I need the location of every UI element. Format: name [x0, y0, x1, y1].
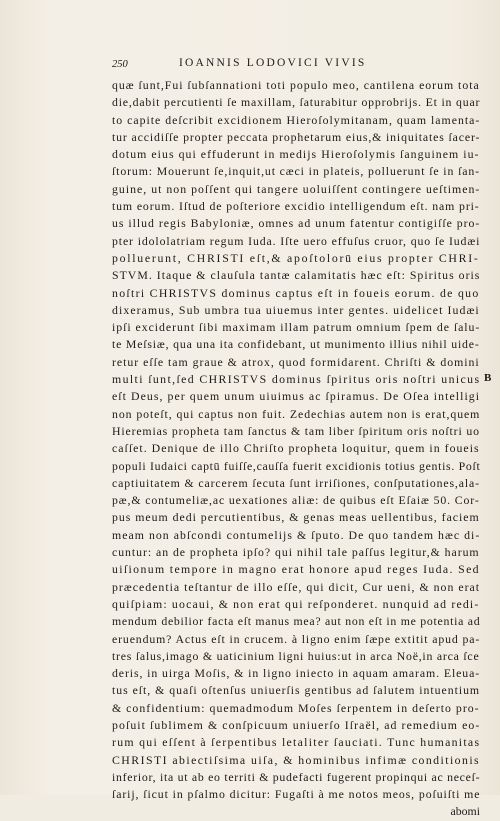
text-line: præcedentia teſtantur de illo eſſe, qui dicit, Cur ueni, & non erat: [112, 579, 480, 594]
text-line: eruendum? Actus eſt in crucem. à ligno enim ſæpe extitit apud pa-: [112, 631, 480, 646]
text-line: rum qui eſſent à ſerpentibus letaliter ſauciati. Tunc humanitas: [112, 735, 480, 750]
text-line: cuntur: an de propheta ipſo? qui nihil tale paſſus legitur,& harum: [112, 545, 480, 560]
text-line: us illud regis Babyloniæ, omnes ad unum fatentur contigiſſe pro-: [112, 216, 480, 231]
text-line: to capite deſcribit excidionem Hieroſolymitanam, quam lamenta-: [112, 112, 480, 127]
text-line: & confidentium: quemadmodum Moſes ſerpentem in deſerto pro-: [112, 700, 480, 715]
text-line: die,dabit percutienti ſe maxillam, ſaturabitur opprobrijs. Et in quar: [112, 95, 480, 110]
text-line: noſtri CHRISTVS dominus captus eſt in foueis eorum. de quo: [112, 285, 480, 300]
text-line: quiſpiam: uocaui, & non erat qui reſponderet. nunquid ad redi-: [112, 596, 480, 611]
text-line: mendum debilior facta eſt manus mea? aut non eſt in me potentia ad: [112, 614, 480, 629]
text-line: inferior, ita ut ab eo territi & pudefacti fugerent propinqui ac neceſ-: [112, 769, 480, 784]
text-line: pus meum dedi percutientibus, & genas meas uellentibus, faciem: [112, 510, 480, 525]
text-line: pter idololatriam regum Iuda. Iſte uero effuſus cruor, quo ſe Iudæi: [112, 233, 480, 248]
text-line: CHRISTI abiectiſsima uiſa, & hominibus infimæ conditionis: [112, 752, 480, 767]
text-line: te Meſsiæ, qua una ita confidebant, ut munimento illius nihil uide-: [112, 337, 480, 352]
text-line: tur accidiſſe propter peccata prophetarum eius,& iniquitates ſacer-: [112, 129, 480, 144]
text-line: poſuit ſublimem & conſpicuum uniuerſo Iſraël, ad remedium eo-: [112, 717, 480, 732]
text-line: multi ſunt,ſed CHRISTVS dominus ſpiritus oris noſtri unicus: [112, 372, 480, 387]
text-line: dixeramus, Sub umbra tua uiuemus inter gentes. uidelicet Iudæi: [112, 302, 480, 317]
text-line: deris, in uirga Moſis, & in ligno iniecto in aquam amaram. Eleua-: [112, 666, 480, 681]
text-line: meam non abſcondi contumelijs & ſputo. De quo tandem hæc di-: [112, 527, 480, 542]
text-line: retur eſſe tam graue & atrox, quod formidarent. Chriſti & domini: [112, 354, 480, 369]
text-line: guine, ut non poſſent qui tangere uoluiſſent contingere ueſtimen-: [112, 181, 480, 196]
marginal-note: B: [484, 372, 492, 384]
text-line: tus eſt, & quaſi oſtenſus uniuerſis gentibus ad ſalutem intuentium: [112, 683, 480, 698]
running-head: IOANNIS LODOVICI VIVIS: [179, 57, 367, 69]
text-line: tres ſalus,imago & uaticinium ligni huius:ut in arca Noë,in arca ſce: [112, 648, 480, 663]
text-line: pæ,& contumeliæ,ac uexationes aliæ: de quibus eſt Eſaiæ 50. Cor-: [112, 493, 480, 508]
page-number: 250: [112, 59, 128, 70]
text-line: Hieremias propheta tam ſanctus & tam liber ſpiritum oris noſtri uo: [112, 423, 480, 438]
text-line: populi Iudaici captū fuiſſe,cauſſa fuerit excidionis totius gentis. Poſt: [112, 458, 480, 473]
text-line: polluerunt, CHRISTI eſt,& apoſtolorū eius propter CHRI-: [112, 250, 480, 265]
text-line: ſarij, ſicut in pſalmo dicitur: Fugaſti à me notos meos, poſuiſti me: [112, 787, 480, 802]
text-line: quæ ſunt,Fui ſubſannationi toti populo meo, cantilena eorum tota: [112, 78, 480, 92]
text-line: non poteſt, qui captus non fuit. Zedechias autem non is erat,quem: [112, 406, 480, 421]
text-line: caſſet. Denique de illo Chriſto propheta loquitur, quem in foueis: [112, 441, 480, 456]
text-line: abomi: [450, 804, 480, 819]
text-line: eſt Deus, per quem unum uiuimus ac ſpiramus. De Oſea intelligi: [112, 389, 480, 404]
text-line: ſtorum: Mouerunt ſe,inquit,ut cæci in plateis, polluerunt ſe in ſan-: [112, 164, 480, 179]
text-line: ipſi exciderunt ſibi maximam illam patrum omnium ſpem de ſalu-: [112, 320, 480, 335]
text-line: captiuitatem & carcerem ſecuta ſunt irriſiones, conſputationes,ala-: [112, 475, 480, 490]
text-line: dotum eius qui effuderunt in medijs Hieroſolymis ſanguinem iu-: [112, 147, 480, 162]
body-text: [112, 77, 480, 821]
page-header: [112, 57, 472, 71]
text-line: tum eorum. Iſtud de poſteriore excidio intelligendum eſt. nam pri-: [112, 199, 480, 214]
text-line: uiſionum tempore in magno erat honore apud reges Iuda. Sed: [112, 562, 480, 577]
text-line: STVM. Itaque & clauſula tantæ calamitatis hæc eſt: Spiritus oris: [112, 268, 480, 283]
